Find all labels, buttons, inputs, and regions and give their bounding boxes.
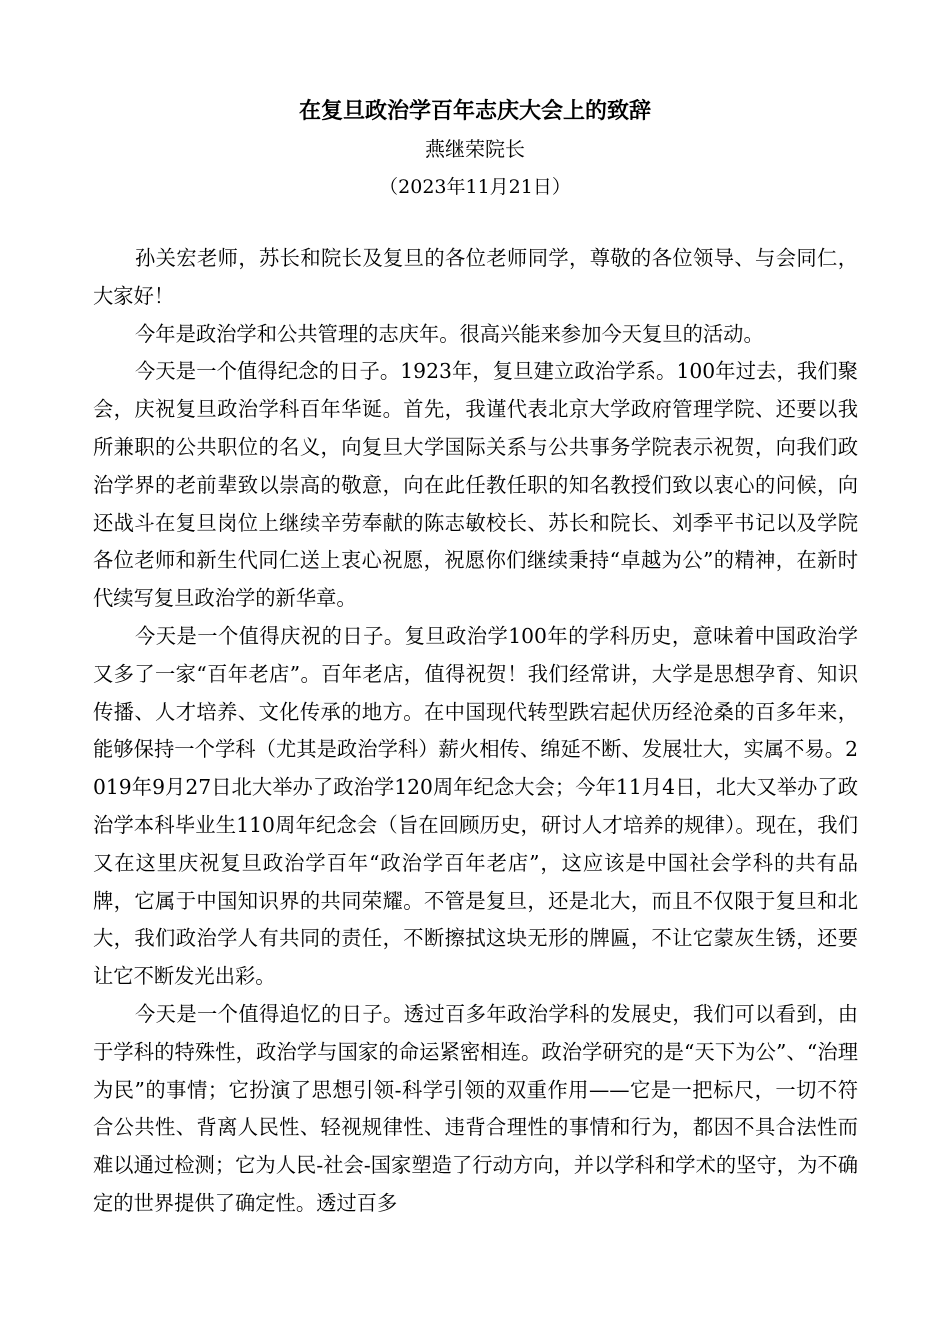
paragraph-recall: 今天是一个值得追忆的日子。透过百多年政治学科的发展史，我们可以看到，由于学科的特殊性，政治学与国家的命运紧密相连。政治学研究的是“天下为公”、“治理为民”的事情；它扮演了思想引领-科学引领的双重作用——它是一把标尺，一切不符合公共性、背离人民性、轻视规律性、违背合理性的事情和行为，都因不具合法性而难以通过检测；它为人民-社会-国家塑造了行动方向，并以学科和学术的坚守，为不确定的世界提供了确定性。透过百多: [93, 1001, 858, 1215]
paragraph-celebrate: 今天是一个值得庆祝的日子。复旦政治学100年的学科历史，意味着中国政治学又多了一家“百年老店”。百年老店，值得祝贺！我们经常讲，大学是思想孕育、知识传播、人才培养、文化传承的地方。在中国现代转型跌宕起伏历经沧桑的百多年来，能够保持一个学科（尤其是政治学科）薪火相传、绵延不断、发展壮大，实属不易。2019年9月27日北大举办了政治学120周年纪念大会；今年11月4日，北大又举办了政治学本科毕业生110周年纪念会（旨在回顾历史，研讨人才培养的规律）。现在，我们又在这里庆祝复旦政治学百年“政治学百年老店”，这应该是中国社会学科的共有品牌，它属于中国知识界的共同荣耀。不管是复旦，还是北大，而且不仅限于复旦和北大，我们政治学人有共同的责任，不断擦拭这块无形的牌匾，不让它蒙灰生锈，还要让它不断发光出彩。: [93, 623, 858, 989]
document-body: [93, 240, 858, 1223]
paragraph-commemorate: 今天是一个值得纪念的日子。1923年，复旦建立政治学系。100年过去，我们聚会，庆祝复旦政治学科百年华诞。首先，我谨代表北京大学政府管理学院、还要以我所兼职的公共职位的名义，向复旦大学国际关系与公共事务学院表示祝贺，向我们政治学界的老前辈致以崇高的敬意，向在此任教任职的知名教授们致以衷心的问候，向还战斗在复旦岗位上继续辛劳奉献的陈志敏校长、苏长和院长、刘季平书记以及学院各位老师和新生代同仁送上衷心祝愿，祝愿你们继续秉持“卓越为公”的精神，在新时代续写复旦政治学的新华章。: [93, 359, 858, 611]
document-title: 在复旦政治学百年志庆大会上的致辞: [298, 98, 651, 124]
paragraph-intro: 今年是政治学和公共管理的志庆年。很高兴能来参加今天复旦的活动。: [135, 321, 764, 346]
paragraph-greeting: 孙关宏老师，苏长和院长及复旦的各位老师同学，尊敬的各位领导、与会同仁，大家好！: [93, 246, 858, 308]
document-author: 燕继荣院长: [425, 137, 525, 161]
document-date: （2023年11月21日）: [379, 176, 571, 198]
